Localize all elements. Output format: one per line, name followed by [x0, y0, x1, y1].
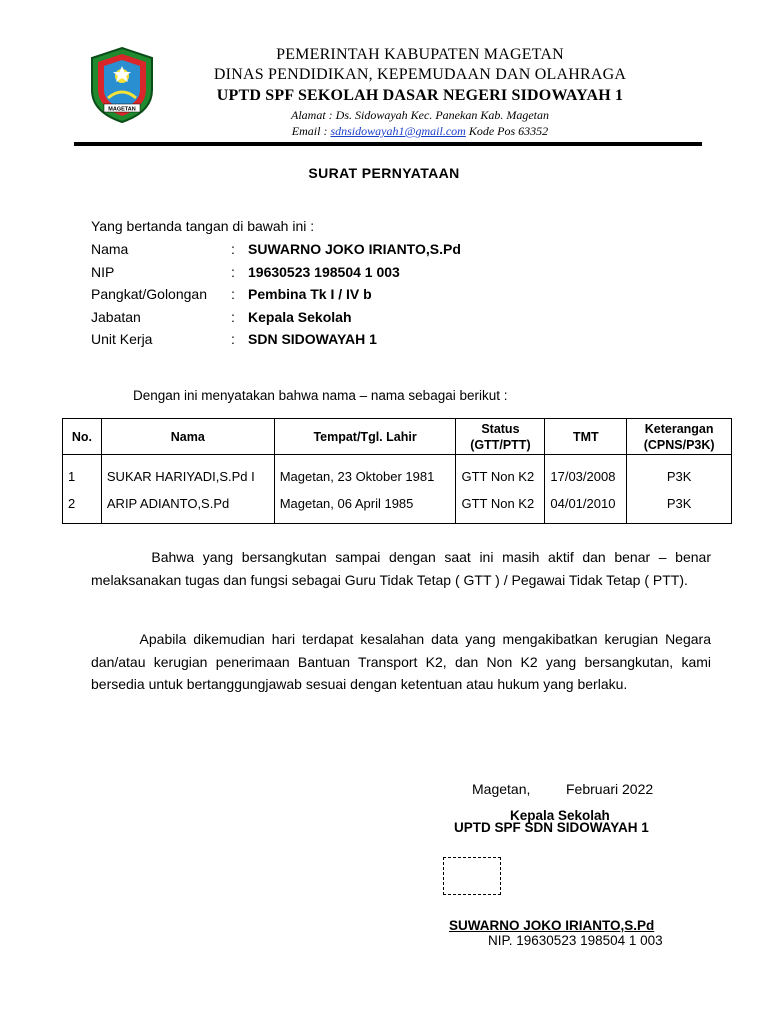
field-label-nama: Nama [91, 241, 129, 257]
field-value-pangkat: Pembina Tk I / IV b [248, 286, 372, 302]
cell-keterangan: P3K [627, 490, 732, 524]
field-colon: : [231, 264, 235, 280]
document-title: SURAT PERNYATAAN [308, 165, 460, 181]
email-label: Email : [291, 124, 331, 138]
signature-position: Kepala Sekolah [510, 808, 610, 823]
field-colon: : [231, 309, 235, 325]
paragraph-liability: Apabila dikemudian hari terdapat kesalahan data yang mengakibatkan kerugian Negara dan/atau kerugian penerimaan Bantuan Transport K2, dan Non K2 yang bersangkutan, kami bersedia untuk bertanggungjawab sesuai dengan ketentuan atau hukum yang berlaku. [91, 631, 711, 693]
employee-table [62, 418, 732, 524]
field-value-jabatan: Kepala Sekolah [248, 309, 352, 325]
signature-placeholder-box [443, 857, 501, 895]
cell-tmt: 04/01/2010 [545, 490, 627, 524]
cell-nama: SUKAR HARIYADI,S.Pd I [101, 455, 274, 491]
cell-tmt: 17/03/2008 [545, 455, 627, 491]
regency-logo [86, 46, 158, 124]
email-link[interactable]: sdnsidowayah1@gmail.com [330, 124, 466, 138]
header-status [456, 419, 545, 455]
header-no: No. [63, 419, 102, 455]
paragraph-active-status: Bahwa yang bersangkutan sampai dengan saat ini masih aktif dan benar – benar melaksanakan tugas dan fungsi sebagai Guru Tidak Tetap ( GTT ) / Pegawai Tidak Tetap ( PTT). [91, 549, 711, 588]
intro-text: Yang bertanda tangan di bawah ini : [91, 218, 315, 234]
magetan-emblem-icon [86, 46, 158, 124]
field-label-pangkat: Pangkat/Golongan [91, 286, 207, 302]
header-tmt: TMT [545, 419, 627, 455]
letterhead-school-name: UPTD SPF SEKOLAH DASAR NEGERI SIDOWAYAH 1 [216, 87, 624, 104]
cell-status: GTT Non K2 [456, 490, 545, 524]
header-ttl: Tempat/Tgl. Lahir [274, 419, 456, 455]
signature-name: SUWARNO JOKO IRIANTO,S.Pd [449, 918, 655, 933]
letterhead-line1: PEMERINTAH KABUPATEN MAGETAN [276, 46, 564, 63]
header-nama: Nama [101, 419, 274, 455]
field-label-jabatan: Jabatan [91, 309, 141, 325]
field-value-nama: SUWARNO JOKO IRIANTO,S.Pd [248, 241, 461, 257]
field-value-unit: SDN SIDOWAYAH 1 [248, 331, 377, 347]
header-ket-line2: (CPNS/P3K) [643, 437, 715, 452]
table-row [63, 490, 732, 524]
postcode: Kode Pos 63352 [465, 124, 549, 138]
letterhead-contact [160, 124, 680, 139]
signature-date: Februari 2022 [566, 781, 654, 797]
letterhead-address: Alamat : Ds. Sidowayah Kec. Panekan Kab. Magetan [291, 108, 549, 122]
field-value-nip: 19630523 198504 1 003 [248, 264, 400, 280]
cell-nama: ARIP ADIANTO,S.Pd [101, 490, 274, 524]
statement-text: Dengan ini menyatakan bahwa nama – nama sebagai berikut : [133, 388, 508, 403]
signature-nip: NIP. 19630523 198504 1 003 [488, 933, 663, 948]
cell-no: 1 [63, 455, 102, 491]
table-row [63, 455, 732, 491]
header-status-line2: (GTT/PTT) [470, 437, 531, 452]
cell-status: GTT Non K2 [456, 455, 545, 491]
header-ket-line1: Keterangan [644, 421, 714, 436]
letterhead-divider [74, 142, 702, 146]
field-label-nip: NIP [91, 264, 115, 280]
letterhead-line2: DINAS PENDIDIKAN, KEPEMUDAAN DAN OLAHRAGA [213, 66, 627, 83]
header-keterangan [627, 419, 732, 455]
logo-text: MAGETAN [108, 106, 136, 113]
cell-ttl: Magetan, 06 April 1985 [274, 490, 456, 524]
field-colon: : [231, 241, 235, 257]
header-status-line1: Status [481, 421, 520, 436]
table-header-row [63, 419, 732, 455]
cell-no: 2 [63, 490, 102, 524]
field-colon: : [231, 286, 235, 302]
signature-place: Magetan, [472, 781, 531, 797]
cell-ttl: Magetan, 23 Oktober 1981 [274, 455, 456, 491]
signature-unit: UPTD SPF SDN SIDOWAYAH 1 [454, 820, 649, 835]
field-colon: : [231, 331, 235, 347]
field-label-unit: Unit Kerja [91, 331, 153, 347]
cell-keterangan: P3K [627, 455, 732, 491]
